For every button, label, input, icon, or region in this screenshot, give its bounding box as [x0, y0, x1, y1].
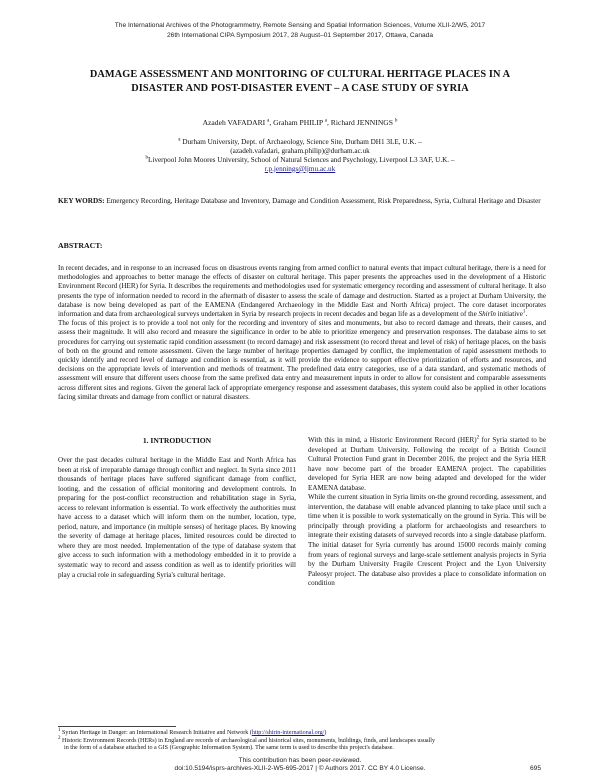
keywords-label: KEY WORDS: [58, 197, 105, 205]
author-vafadari-affil: a [267, 118, 270, 124]
footnote-1 [58, 727, 546, 738]
keywords [58, 197, 546, 206]
page-number: 695 [530, 765, 542, 772]
affiliation-a [100, 138, 500, 147]
intro-paragraph-1: Over the past decades cultural heritage in the Middle East and North Africa has been at risk of irreparable damage through conflict and neglect. In Syria since 2011 thousands of heritage places have suffered significant damage from conflict, looting, and the cessation of official monitoring and development controls. In preparing for the post-conflict reconstruction and rehabilitation stage in Syria, access to relevant information is essential. To work effectively the authorities must have access to a dataset which will inform them on the number, location, type, period, nature, and importance (in multiple senses) of heritage places. By knowing the severity of damage at heritage places, limited resources could be directed to where they are most needed. Implementation of the type of database system that give access to such information with a methodology embedded in it to provide a systematic way to record and assess condition as well as to identify priorities will play a crucial role in safeguarding Syria's cultural heritage. [58, 456, 296, 579]
abstract-body [58, 264, 546, 402]
affiliation-b-marker: b [145, 155, 148, 161]
left-column [58, 436, 296, 580]
footer-review-note: This contribution has been peer-reviewed. [238, 757, 362, 764]
abstract-p1-italic: Shirīn [478, 310, 496, 319]
header-journal-line: The International Archives of the Photogrammetry, Remote Sensing and Spatial Information Sciences, Volume XLII-2/W5, 2017 [114, 22, 486, 29]
page-footer [40, 757, 560, 774]
author-vafadari: Azadeh VAFADARI [202, 118, 266, 127]
footnote-1-marker: 1 [58, 727, 61, 733]
author-philip: , Graham PHILIP [269, 118, 323, 127]
footnote-ref-1: 1 [522, 309, 526, 315]
abstract-p1-end: . [525, 310, 528, 319]
author-philip-affil: a [324, 118, 327, 124]
right-paragraph-2: While the current situation in Syria limits on-the ground recording, assessment, and intervention, the database will enable advanced planning to take place until such a time when it is possible to work systematically on the ground in Syria. This will be principally through providing a platform for archaeologists and researchers to integrate their existing datasets of surveyed records into a single database platform. The initial dataset for Syria currently has around 15000 records mainly coming from years of regional surveys and large-scale settlement analysis projects in Syria by the Durham University Fragile Crescent Project and the Lyon University Paleosyr project. The database also provides a place to consolidate information on condition [308, 493, 546, 588]
right-p1-rest: for Syria started to be developed at Durham University. Following the receipt of a British Council Cultural Protection Fund grant in December 2016, the project and the Syria HER have now become part of the broader EAMENA project. The capabilities developed for Syria HER are now being adapted and developed for the wider EAMENA database. [308, 436, 546, 492]
affiliation-a-emails: (azadeh.vafadari, graham.philip)@durham.ac.uk [230, 146, 370, 155]
footnote-1-text: Syrian Heritage in Danger: an International Research Initiative and Network ( [60, 730, 252, 736]
footnotes [58, 727, 546, 753]
right-column [308, 436, 546, 589]
footer-doi-license: doi:10.5194/isprs-archives-XLII-2-W5-695-2017 | © Authors 2017. CC BY 4.0 License. [174, 765, 426, 773]
affiliation-b-email-link[interactable]: r.p.jennings@ljmu.ac.uk [264, 164, 336, 173]
footnote-2-marker: 2 [58, 735, 61, 741]
abstract-paragraph-2: The focus of this project is to provide a tool not only for the recording and inventory of sites and monuments, but also to record damage and threats, their causes, and assess their magnitude. It will also record and measure the significance in order to be able to prioritize emergency and preservation responses. The database aims to set procedures for carrying out systematic rapid condition assessment (to record damage) and risk assessment (to record threat and level of risk) of heritage places, on the basis of both on the ground and remote assessment. Given the large number of heritage properties damaged by conflict, the implementation of rapid assessment methods to quickly identify and record level of damage and condition is essential, as it will provide the evidence to support effective prioritization of efforts and resources, and decisions on the appropriate levels of intervention and methods of treatment. The predefined data entry categories, use of a data standard, and systematic methods of assessment will ensure that different users choose from the same prefixed data entry and measurement inputs in order to allow for consistent and comparable assessments across different sites and regions. Given the general lack of appropriate emergency response and assessment databases, this system could also be applied in other locations facing similar threats and damage from conflict or natural disasters. [58, 319, 546, 401]
keywords-text: Emergency Recording, Heritage Database and Inventory, Damage and Condition Assessment, Risk Preparedness, Syria, Cultural Heritage and Disaster [104, 197, 541, 205]
running-header [40, 21, 560, 40]
section-heading-introduction: 1. INTRODUCTION [142, 436, 212, 445]
right-paragraph-1 [308, 436, 546, 493]
abstract-paragraph-1 [58, 264, 546, 319]
abstract-heading: ABSTRACT: [58, 241, 103, 250]
footnote-rule [58, 726, 176, 727]
affiliation-a-text: Durham University, Dept. of Archaeology, Science Site, Durham DH1 3LE, U.K. – [180, 138, 422, 146]
footnote-1-link[interactable]: http://shirin-international.org/ [251, 730, 325, 736]
title-line-2: DISASTER AND POST-DISASTER EVENT – A CASE STUDY OF SYRIA [131, 82, 469, 94]
footnote-2-continuation: in the form of a database attached to a GIS (Geographic Information System). The same term is used to describe this project's database. [64, 745, 394, 752]
right-p1-start: With this in mind, a Historic Environment Record (HER) [308, 436, 477, 444]
affiliation-b-text: Liverpool John Moores University, School of Natural Sciences and Psychology, Liverpool L3 3AF, U.K. – [147, 155, 455, 164]
affiliation-b-email-line [100, 165, 500, 174]
footnote-1-end: ) [324, 730, 327, 736]
footnote-ref-2: 2 [476, 435, 480, 441]
affiliation-b [100, 156, 500, 165]
author-jennings: , Richard JENNINGS [327, 118, 394, 127]
paper-title [40, 68, 560, 95]
footnote-2-text: Historic Environment Records (HERs) in England are records of archaeological and historical sites, monuments, buildings, finds, and landscapes usually [60, 737, 436, 744]
author-list [40, 118, 560, 127]
title-line-1: DAMAGE ASSESSMENT AND MONITORING OF CULTURAL HERITAGE PLACES IN A [89, 69, 511, 80]
author-jennings-affil: b [394, 118, 398, 124]
abstract-p1-tail: initiative [495, 310, 523, 319]
affiliations [100, 138, 500, 174]
header-conference-line: 26th International CIPA Symposium 2017, 28 August–01 September 2017, Ottawa, Canada [167, 31, 433, 39]
abstract-p1-text: In recent decades, and in response to an increased focus on disastrous events ranging from armed conflict to natural events that impact cultural heritage, there is a need for methodologies and approaches to better manage the effects of disaster on cultural heritage. This paper presents the approaches used in the development of a Historic Environment Record (HER) for Syria. It describes the requirements and methodologies used for systematic emergency recording and assessment of cultural heritage. It also presents the type of information needed to record in the aftermath of disaster to assess the scale of damage and destruction. Started as a project at Durham University, the database is now being developed as part of the EAMENA (Endangered Archaeology in the Middle East and North Africa) project. The core dataset incorporates information and data from archaeological surveys undertaken in Syria by research projects in recent decades and began life as a development of the [58, 264, 547, 319]
affiliation-a-marker: a [178, 137, 181, 143]
